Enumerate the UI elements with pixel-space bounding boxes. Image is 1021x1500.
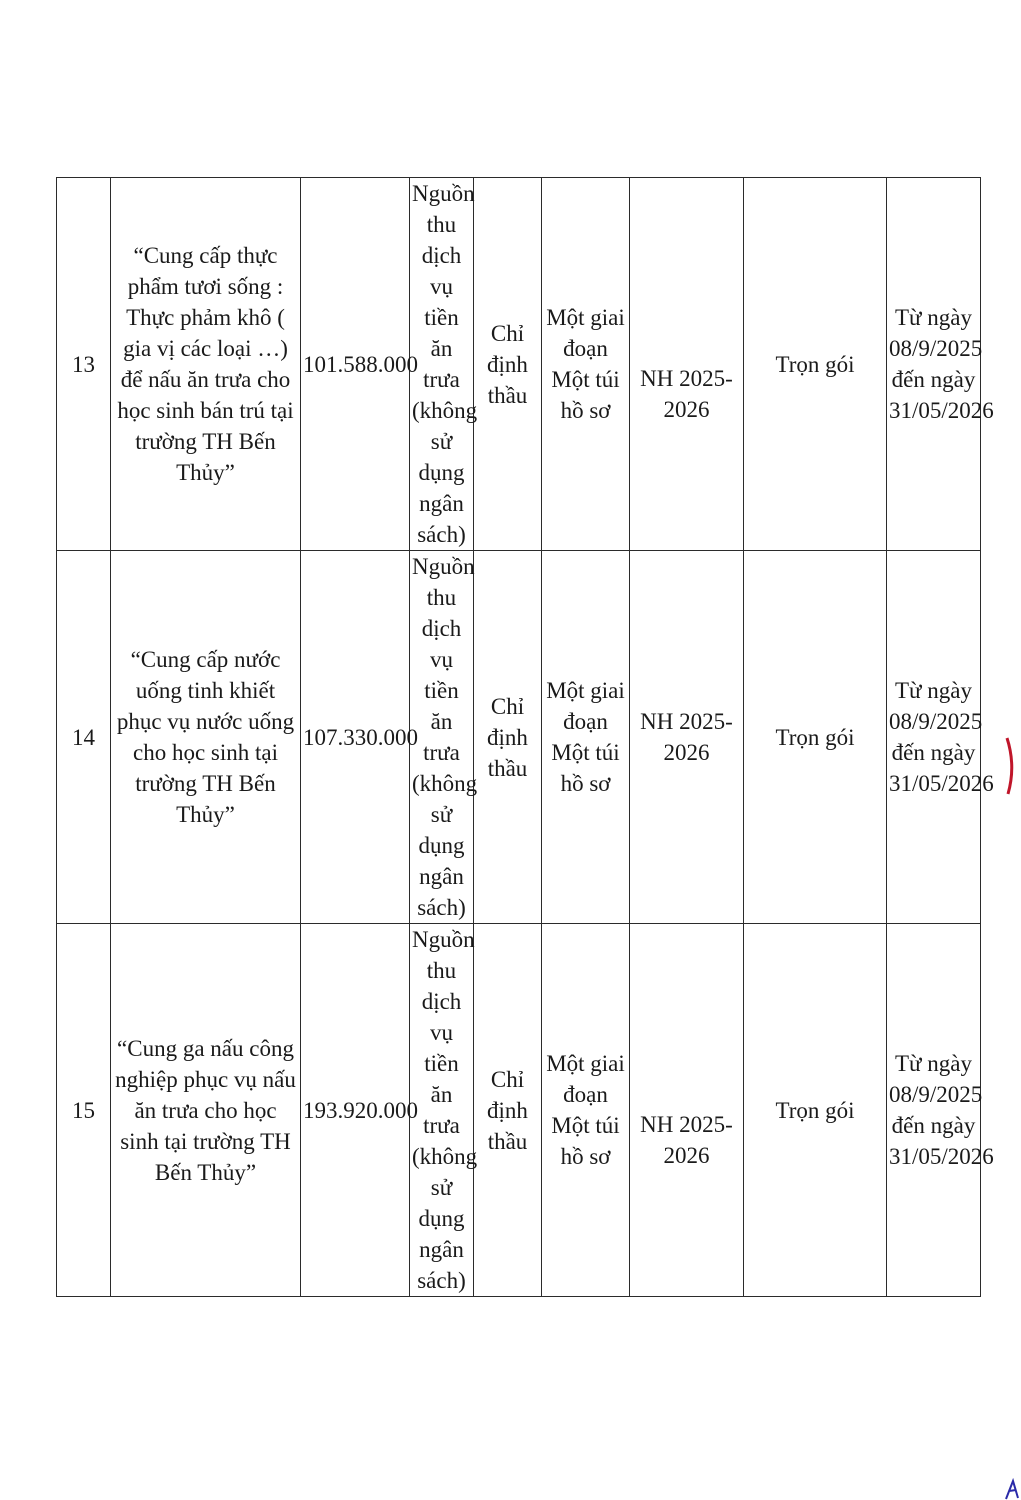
package-name: “Cung cấp thực phẩm tươi sống : Thực phảm khô ( gia vị các loại …) để nấu ăn trưa cho học sinh bán trú tại trường TH Bến Thủy” [111, 178, 301, 551]
selection-procedure: Một giai đoạn Một túi hồ sơ [542, 551, 630, 924]
selection-time-cell [630, 551, 744, 924]
contract-type: Trọn gói [744, 551, 887, 924]
package-price: 193.920.000 [301, 924, 410, 1297]
funding-source: Nguồn thu dịch vụ tiền ăn trưa (không sử dụng ngân sách) [410, 551, 474, 924]
row-number: 15 [57, 924, 111, 1297]
contract-duration: Từ ngày 08/9/2025 đến ngày 31/05/2026 [887, 924, 981, 1297]
selection-method: Chỉ định thầu [474, 924, 542, 1297]
selection-time: NH 2025-2026 [640, 366, 733, 422]
contract-duration: Từ ngày 08/9/2025 đến ngày 31/05/2026 [887, 551, 981, 924]
selection-procedure: Một giai đoạn Một túi hồ sơ [542, 178, 630, 551]
contract-type: Trọn gói [744, 924, 887, 1297]
row-number: 13 [57, 178, 111, 551]
package-price: 107.330.000 [301, 551, 410, 924]
selection-procedure: Một giai đoạn Một túi hồ sơ [542, 924, 630, 1297]
selection-time: NH 2025-2026 [640, 709, 733, 765]
pen-mark-icon [1003, 1478, 1021, 1500]
package-name: “Cung ga nấu công nghiệp phục vụ nấu ăn trưa cho học sinh tại trường TH Bến Thủy” [111, 924, 301, 1297]
table-row [57, 924, 981, 1297]
row-number: 14 [57, 551, 111, 924]
funding-source: Nguồn thu dịch vụ tiền ăn trưa (không sử dụng ngân sách) [410, 178, 474, 551]
selection-method: Chỉ định thầu [474, 178, 542, 551]
selection-time-cell [630, 178, 744, 551]
selection-time-cell [630, 924, 744, 1297]
contract-type: Trọn gói [744, 178, 887, 551]
table-row [57, 551, 981, 924]
bid-plan-table [56, 177, 994, 1297]
package-name: “Cung cấp nước uống tinh khiết phục vụ nước uống cho học sinh tại trường TH Bến Thủy” [111, 551, 301, 924]
package-price: 101.588.000 [301, 178, 410, 551]
funding-source: Nguồn thu dịch vụ tiền ăn trưa (không sử dụng ngân sách) [410, 924, 474, 1297]
table-row [57, 178, 981, 551]
selection-time: NH 2025-2026 [640, 1112, 733, 1168]
selection-method: Chỉ định thầu [474, 551, 542, 924]
contract-duration: Từ ngày 08/9/2025 đến ngày 31/05/2026 [887, 178, 981, 551]
stamp-edge-mark [1004, 736, 1018, 796]
